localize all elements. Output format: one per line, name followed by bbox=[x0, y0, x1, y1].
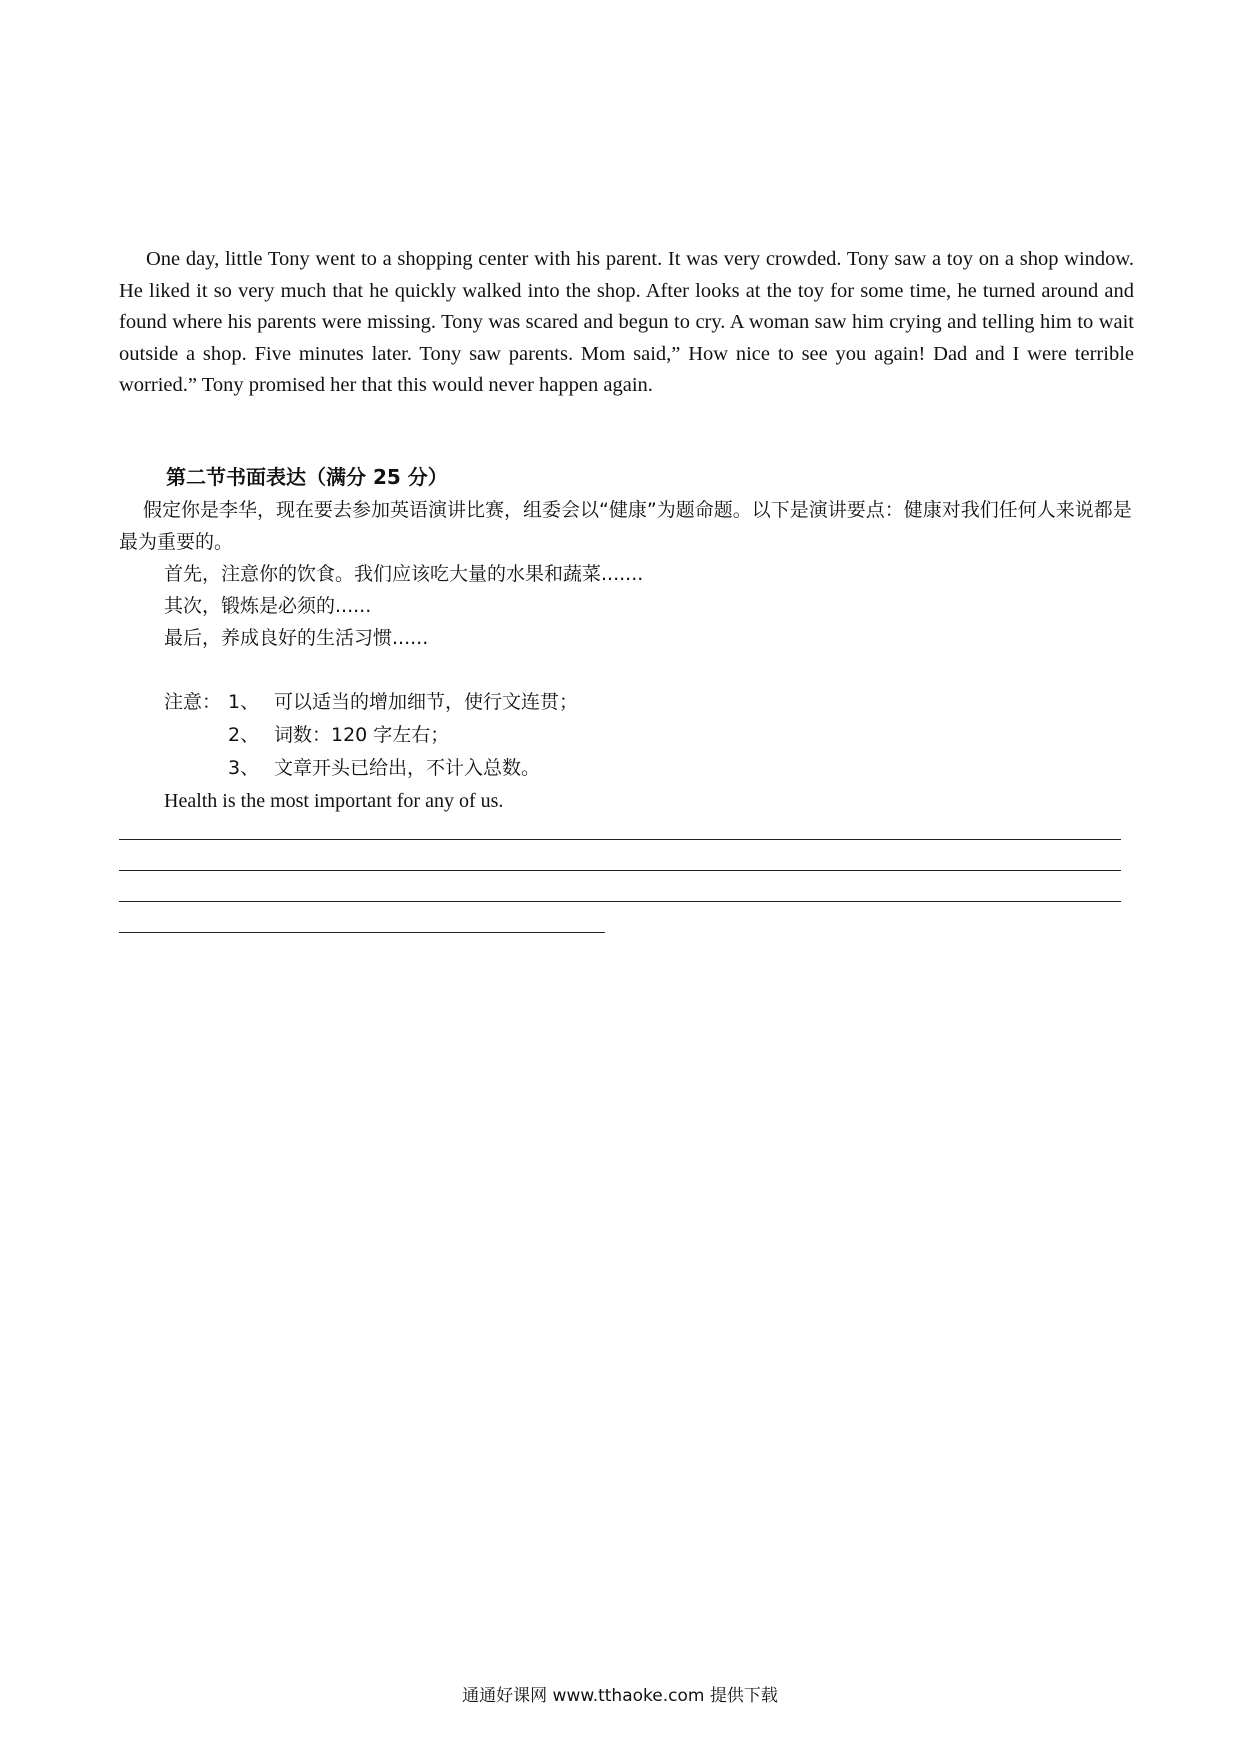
note-text: 词数：120 字左右； bbox=[274, 724, 450, 746]
writing-line[interactable] bbox=[119, 932, 605, 933]
essay-opening-sentence: Health is the most important for any of us. bbox=[164, 790, 504, 812]
note-label: 注意： bbox=[164, 691, 222, 713]
speech-point-second: 其次，锻炼是必须的...... bbox=[164, 595, 372, 617]
task-intro: 假定你是李华，现在要去参加英语演讲比赛，组委会以“健康”为题命题。以下是演讲要点：健康对我们任何人来说都是最为重要的。 bbox=[119, 499, 1132, 553]
note-item bbox=[228, 719, 449, 751]
note-number: 1、 bbox=[228, 691, 260, 713]
note-text: 文章开头已给出，不计入总数。 bbox=[274, 757, 541, 779]
writing-line[interactable] bbox=[119, 870, 1121, 871]
writing-line[interactable] bbox=[119, 839, 1121, 840]
section-title: 第二节书面表达（满分 25 分） bbox=[166, 465, 448, 489]
footer-credit: 通通好课网 www.tthaoke.com 提供下载 bbox=[462, 1686, 778, 1706]
note-number: 3、 bbox=[228, 757, 260, 779]
speech-point-last: 最后，养成良好的生活习惯...... bbox=[164, 627, 429, 649]
note-item bbox=[228, 752, 540, 784]
note-text: 可以适当的增加细节，使行文连贯； bbox=[274, 691, 579, 713]
note-item bbox=[228, 686, 578, 718]
note-number: 2、 bbox=[228, 724, 260, 746]
error-correction-passage: One day, little Tony went to a shopping center with his parent. It was very crowded. Tony saw a toy on a shop window. He liked it so very much that he quickly walked into the shop. After looks at the toy for some time, he turned around and found where his parents were missing. Tony was scared and begun to cry. A woman saw him crying and telling him to wait outside a shop. Five minutes later. Tony saw parents. Mom said,” How nice to see you again! Dad and I were terrible worried.” Tony promised her that this would never happen again. bbox=[119, 248, 1134, 396]
speech-point-first: 首先，注意你的饮食。我们应该吃大量的水果和蔬菜....... bbox=[164, 563, 644, 585]
writing-line[interactable] bbox=[119, 901, 1121, 902]
